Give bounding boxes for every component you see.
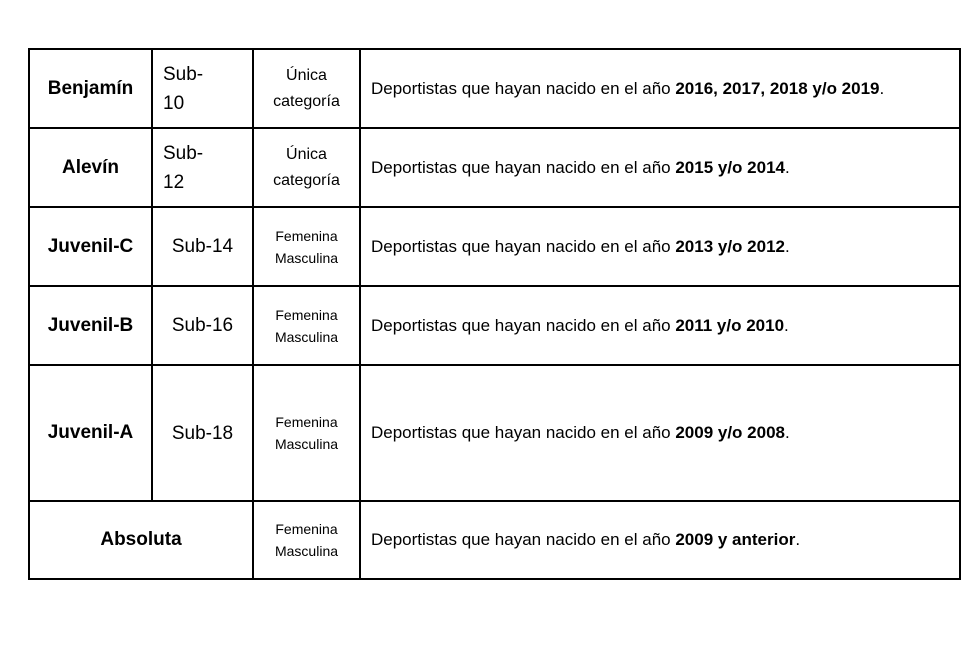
gender-line: Masculina bbox=[274, 249, 339, 266]
category-name: Juvenil-A bbox=[29, 365, 152, 501]
age-group-line: 12 bbox=[163, 171, 185, 193]
table-row bbox=[29, 286, 960, 365]
eligibility-description bbox=[360, 365, 960, 501]
category-name: Juvenil-C bbox=[29, 207, 152, 286]
description-text: Deportistas que hayan nacido en el año bbox=[371, 423, 676, 442]
birth-years: 2013 y/o 2012 bbox=[675, 236, 785, 256]
eligibility-description bbox=[360, 128, 960, 207]
gender-category bbox=[253, 49, 360, 128]
eligibility-description bbox=[360, 49, 960, 128]
gender-line: Masculina bbox=[274, 436, 339, 452]
age-group bbox=[152, 128, 253, 207]
gender-category bbox=[253, 365, 360, 501]
gender-line: Masculina bbox=[274, 328, 339, 345]
age-group: Sub-16 bbox=[152, 286, 253, 365]
description-end: . bbox=[784, 157, 790, 177]
gender-line: Única bbox=[286, 145, 327, 163]
birth-years: 2015 y/o 2014 bbox=[675, 157, 785, 177]
gender-line: Única bbox=[286, 66, 327, 84]
table-row bbox=[29, 207, 960, 286]
eligibility-description bbox=[360, 501, 960, 579]
gender-category bbox=[253, 501, 360, 579]
age-group-line: 10 bbox=[163, 92, 185, 114]
gender-category bbox=[253, 286, 360, 365]
birth-years: 2011 y/o 2010 bbox=[675, 315, 785, 335]
gender-line: Masculina bbox=[274, 543, 339, 559]
gender-line: Femenina bbox=[275, 414, 338, 430]
description-end: . bbox=[795, 530, 801, 549]
description-text: Deportistas que hayan nacido en el año bbox=[371, 530, 676, 549]
birth-years: 2016, 2017, 2018 y/o 2019 bbox=[675, 78, 880, 98]
category-name: Alevín bbox=[29, 128, 152, 207]
age-group bbox=[152, 49, 253, 128]
age-group: Sub-14 bbox=[152, 207, 253, 286]
table-row bbox=[29, 128, 960, 207]
category-name: Juvenil-B bbox=[29, 286, 152, 365]
categories-table bbox=[28, 48, 961, 580]
description-text: Deportistas que hayan nacido en el año bbox=[371, 236, 676, 256]
gender-line: Femenina bbox=[275, 227, 338, 244]
description-end: . bbox=[784, 236, 790, 256]
age-group: Sub-18 bbox=[152, 365, 253, 501]
table-row bbox=[29, 501, 960, 579]
eligibility-description bbox=[360, 286, 960, 365]
birth-years: 2009 y anterior bbox=[675, 530, 796, 549]
eligibility-description bbox=[360, 207, 960, 286]
gender-category bbox=[253, 128, 360, 207]
gender-category bbox=[253, 207, 360, 286]
age-group-line: Sub- bbox=[163, 63, 204, 85]
category-name: Absoluta bbox=[29, 501, 253, 579]
gender-line: categoría bbox=[273, 171, 340, 189]
table-row bbox=[29, 365, 960, 501]
birth-years: 2009 y/o 2008 bbox=[675, 423, 785, 442]
description-text: Deportistas que hayan nacido en el año bbox=[371, 157, 676, 177]
description-text: Deportistas que hayan nacido en el año bbox=[371, 78, 676, 98]
description-text: Deportistas que hayan nacido en el año bbox=[371, 315, 676, 335]
gender-line: Femenina bbox=[275, 521, 338, 537]
description-end: . bbox=[879, 78, 885, 98]
gender-line: categoría bbox=[273, 92, 340, 110]
description-end: . bbox=[784, 315, 789, 335]
category-name: Benjamín bbox=[29, 49, 152, 128]
age-group-line: Sub- bbox=[163, 142, 204, 164]
gender-line: Femenina bbox=[275, 306, 338, 323]
description-end: . bbox=[784, 423, 790, 442]
table-row bbox=[29, 49, 960, 128]
